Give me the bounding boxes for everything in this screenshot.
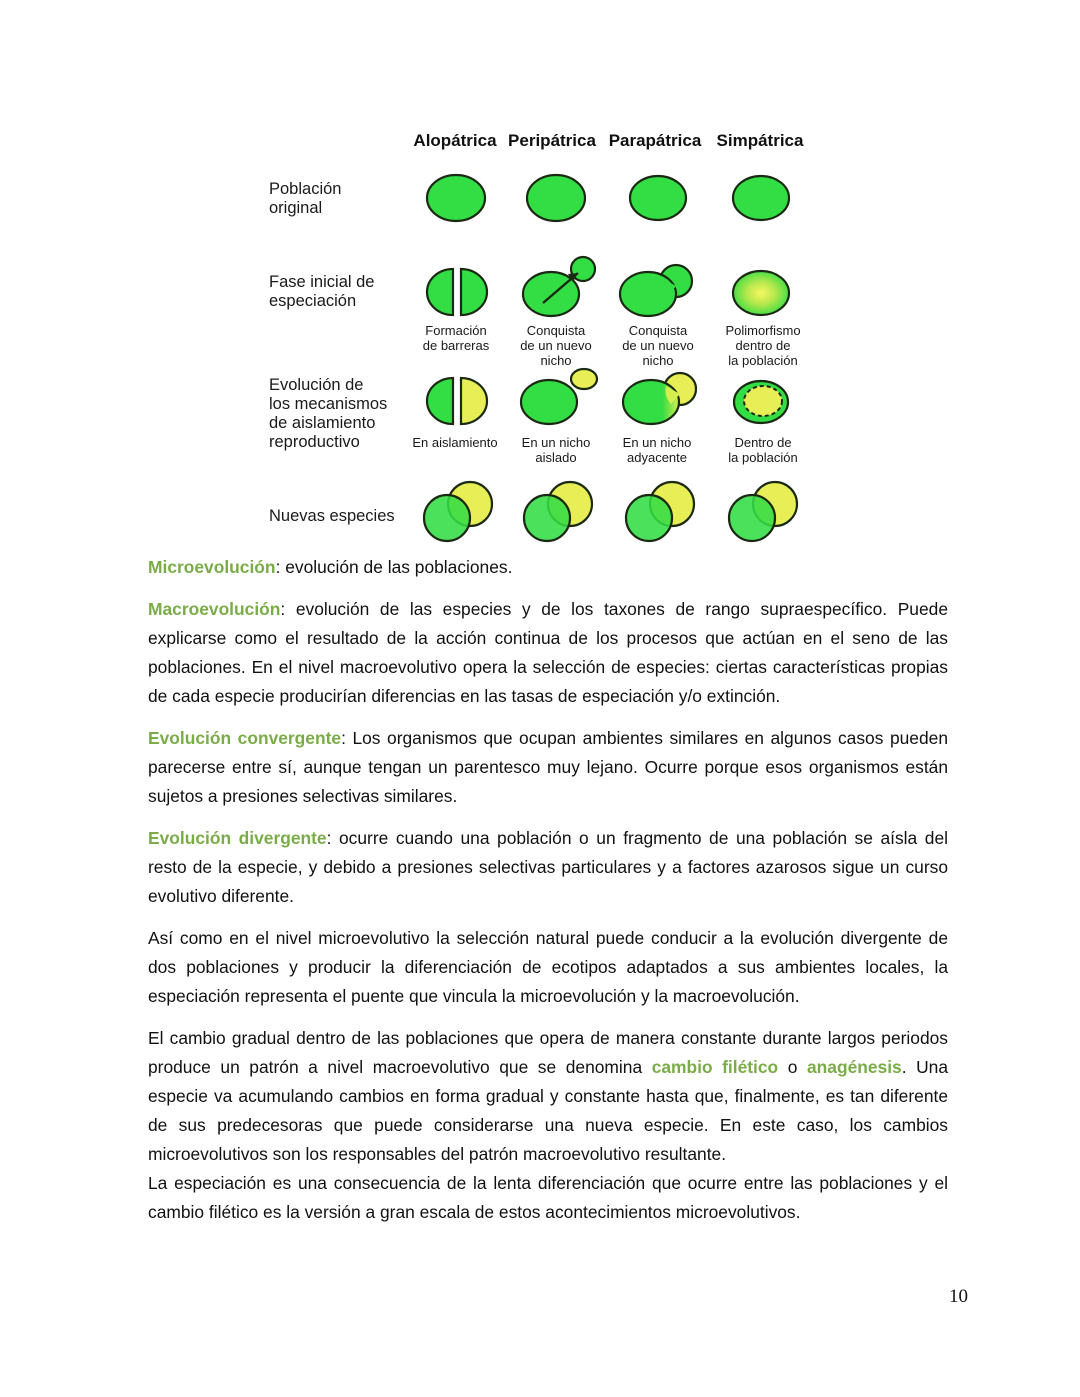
paragraph-macroevolucion <box>148 595 948 711</box>
row-label-fase-inicial-line1: Fase inicial de <box>269 273 375 291</box>
shape-isolation-mechanisms-simpatrica <box>734 381 788 423</box>
term-anagenesis: anagénesis <box>806 1057 902 1077</box>
term-microevolucion: Microevolución <box>148 557 276 577</box>
shape-initial-phase-alopatrica <box>427 269 487 315</box>
paragraph-microevolucion-rest: : evolución de las poblaciones. <box>275 557 513 577</box>
speciation-diagram <box>0 0 1080 545</box>
row-label-evolucion-mecanismos-line1: Evolución de <box>269 376 364 394</box>
term-evolucion-convergente: Evolución convergente <box>148 728 342 748</box>
paragraph-evolucion-divergente <box>148 824 948 911</box>
caption-row3-col2-line1: En un nicho <box>521 435 591 450</box>
page-number: 10 <box>949 1286 968 1307</box>
shape-initial-phase-parapatrica <box>620 265 692 316</box>
caption-row3-col3-line1: En un nicho <box>622 435 692 450</box>
paragraph-especiacion-consecuencia-text: La especiación es una consecuencia de la lenta diferenciación que ocurre entre las poblaciones y el cambio filético es la versión a gran escala de estos acontecimientos microevolutivos. <box>148 1173 948 1222</box>
column-header-parapatrica: Parapátrica <box>608 131 702 150</box>
caption-row2-col2-line1: Conquista <box>526 323 586 338</box>
caption-row2-col1-line2: de barreras <box>422 338 490 353</box>
caption-row3-col2-line2: aislado <box>535 450 577 465</box>
row-label-evolucion-mecanismos-line3: de aislamiento <box>269 414 376 432</box>
shape-isolation-mechanisms-alopatrica <box>427 378 487 424</box>
column-header-alopatrica: Alopátrica <box>413 131 497 150</box>
caption-row2-col4-line2: dentro de <box>735 338 791 353</box>
paragraph-puente-micro-macro <box>148 924 948 1011</box>
paragraph-cambio-filetico-seg3: . Una especie va acumulando cambios en forma gradual y constante hasta que, finalmente, es tan diferente de sus predecesoras que puede considerarse una nueva especie. En este caso, los cambios microevolutivos son los responsables del patrón macroevolutivo resultante. <box>148 1057 949 1164</box>
paragraph-puente-micro-macro-text: Así como en el nivel microevolutivo la selección natural puede conducir a la evolución divergente de dos poblaciones y producir la diferenciación de ecotipos adaptados a sus ambientes locales, la especiación representa el puente que vincula la microevolución y la macroevolución. <box>148 928 948 1006</box>
paragraph-microevolucion <box>148 553 948 582</box>
paragraph-evolucion-divergente-rest: : ocurre cuando una población o un fragmento de una población se aísla del resto de la especie, y debido a presiones selectivas particulares y a factores azarosos sigue un curso evolutivo diferente. <box>148 828 948 906</box>
shape-new-species-alopatrica <box>424 482 492 541</box>
shape-initial-phase-simpatrica <box>733 271 789 315</box>
row-label-evolucion-mecanismos-line2: los mecanismos <box>269 395 388 413</box>
paragraph-cambio-filetico-seg2: o <box>778 1057 807 1077</box>
shape-isolation-mechanisms-parapatrica <box>623 373 696 424</box>
shape-isolation-mechanisms-peripatrica <box>521 369 597 424</box>
row-label-evolucion-mecanismos-line4: reproductivo <box>269 433 360 451</box>
caption-row2-col3-line1: Conquista <box>628 323 688 338</box>
caption-row3-col1-line1: En aislamiento <box>412 435 498 450</box>
paragraph-cambio-filetico <box>148 1024 948 1169</box>
shape-initial-phase-peripatrica <box>523 257 595 316</box>
shape-new-species-simpatrica <box>729 482 797 541</box>
shape-new-species-peripatrica <box>524 482 592 541</box>
caption-row2-col2-line2: de un nuevo <box>520 338 592 353</box>
shape-original-population-parapatrica <box>630 176 686 220</box>
column-header-peripatrica: Peripátrica <box>508 131 596 150</box>
document-body <box>148 553 948 1240</box>
caption-row3-col4-line1: Dentro de <box>734 435 792 450</box>
caption-row2-col3-line2: de un nuevo <box>622 338 694 353</box>
caption-row2-col4-line3: la población <box>728 353 798 368</box>
term-evolucion-divergente: Evolución divergente <box>148 828 327 848</box>
caption-row2-col4-line1: Polimorfismo <box>725 323 801 338</box>
shape-original-population-alopatrica <box>427 175 485 221</box>
shape-original-population-simpatrica <box>733 176 789 220</box>
caption-row2-col1-line1: Formación <box>425 323 487 338</box>
shape-new-species-parapatrica <box>626 482 694 541</box>
term-macroevolucion: Macroevolución <box>148 599 281 619</box>
shape-original-population-peripatrica <box>527 175 585 221</box>
term-cambio-filetico: cambio filético <box>651 1057 779 1077</box>
column-header-simpatrica: Simpátrica <box>716 131 804 150</box>
caption-row3-col3-line2: adyacente <box>627 450 687 465</box>
paragraph-macroevolucion-rest: : evolución de las especies y de los taxones de rango supraespecífico. Puede explicarse como el resultado de la acción continua de los procesos que actúan en el seno de las poblaciones. En el nivel macroevolutivo opera la selección de especies: ciertas características propias de cada especie producirían diferencias en las tasas de especiación y/o extinción. <box>148 599 948 706</box>
caption-row2-col2-line3: nicho <box>540 353 572 368</box>
paragraph-cambio-filetico-seg1: El cambio gradual dentro de las poblaciones que opera de manera constante durante largos periodos produce un patrón a nivel macroevolutivo que se denomina <box>148 1028 948 1077</box>
row-label-fase-inicial-line2: especiación <box>269 292 357 310</box>
caption-row3-col4-line2: la población <box>728 450 798 465</box>
row-label-nuevas-especies: Nuevas especies <box>269 507 395 525</box>
paragraph-evolucion-convergente-rest: : Los organismos que ocupan ambientes similares en algunos casos pueden parecerse entre sí, aunque tengan un parentesco muy lejano. Ocurre porque esos organismos están sujetos a presiones selectivas similares. <box>148 728 948 806</box>
caption-row2-col3-line3: nicho <box>642 353 674 368</box>
row-label-poblacion-original-line1: Población <box>269 180 342 198</box>
paragraph-evolucion-convergente <box>148 724 948 811</box>
paragraph-especiacion-consecuencia <box>148 1169 948 1227</box>
row-label-poblacion-original-line2: original <box>269 199 323 217</box>
